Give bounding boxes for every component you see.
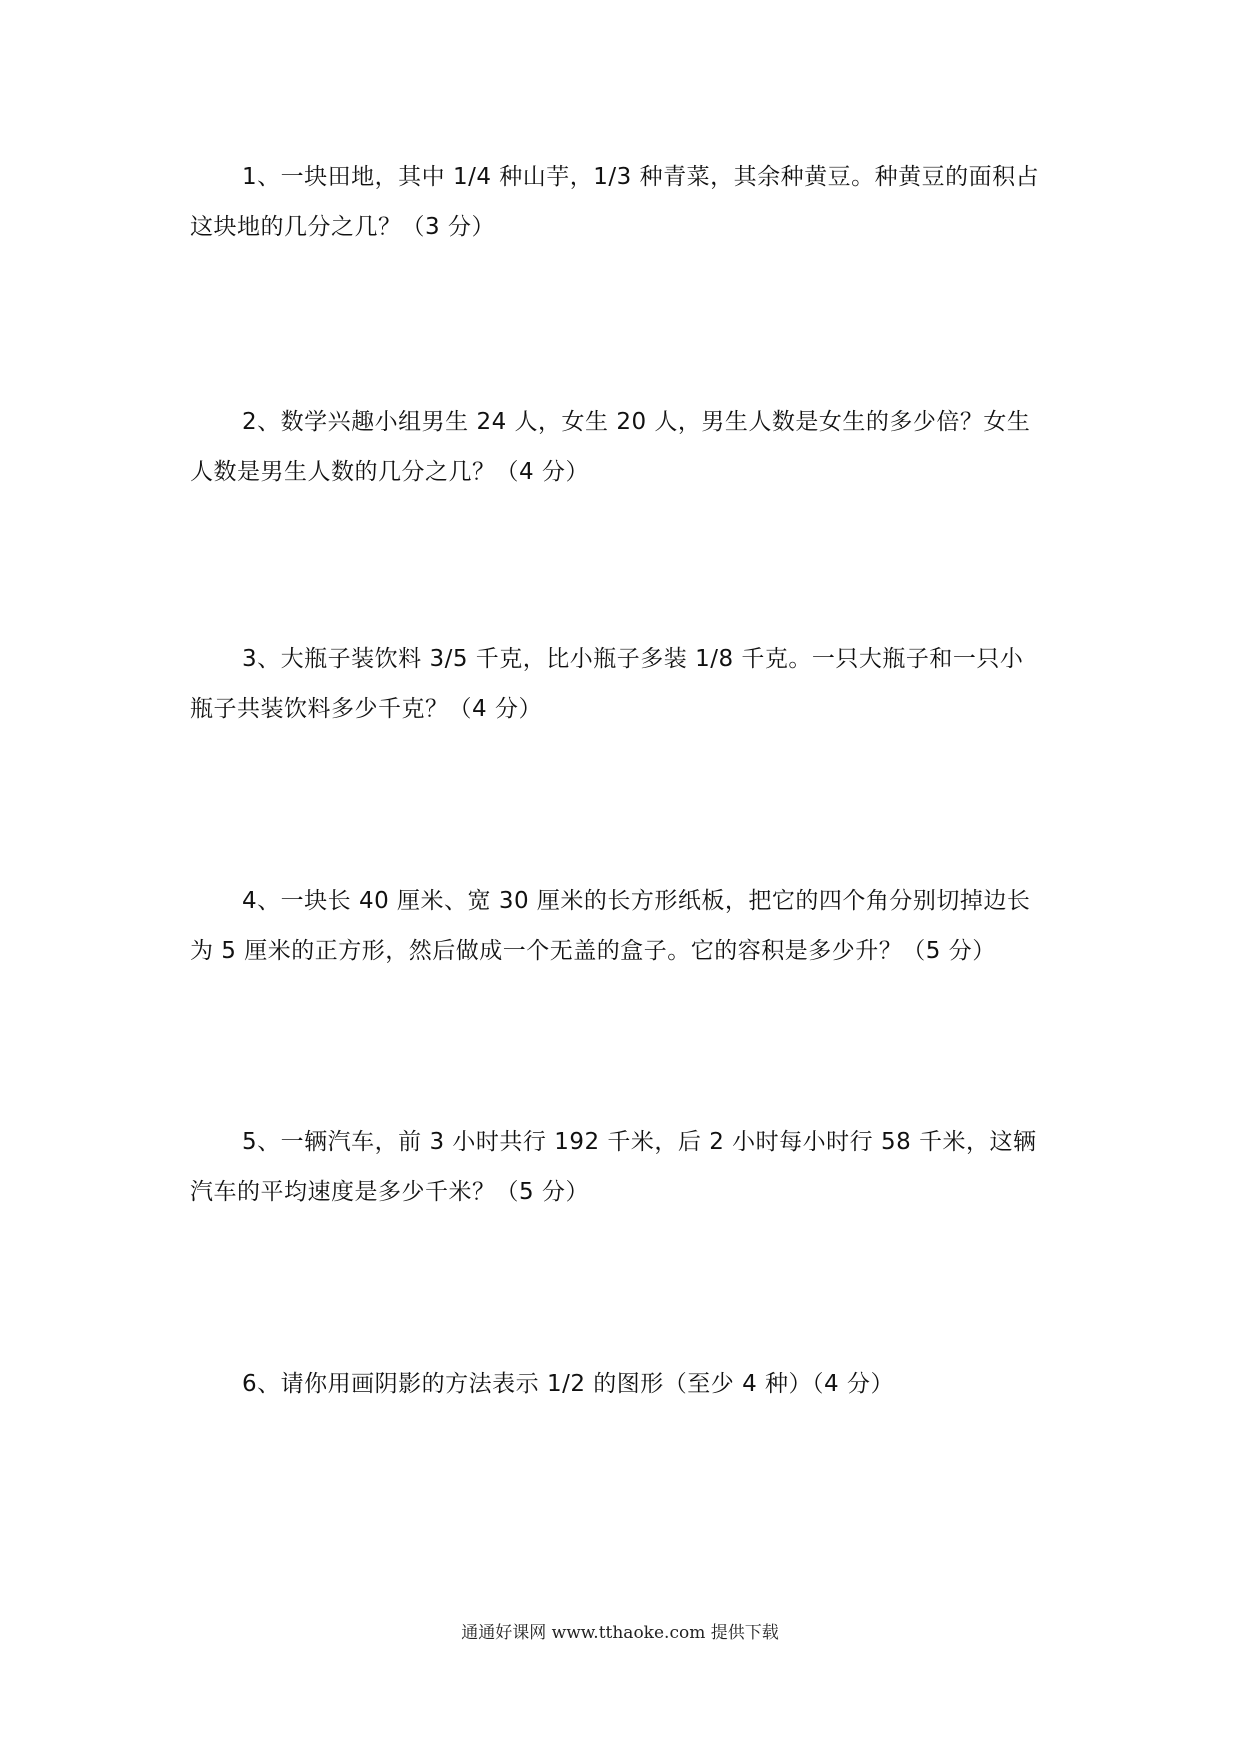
question-5-line-1: 5、一辆汽车，前 3 小时共行 192 千米，后 2 小时每小时行 58 千米，这辆 [242,1129,1037,1155]
question-3 [190,634,1060,734]
question-3-line-1: 3、大瓶子装饮料 3/5 千克，比小瓶子多装 1/8 千克。一只大瓶子和一只小 [242,646,1024,672]
question-2-line-1: 2、数学兴趣小组男生 24 人，女生 20 人，男生人数是女生的多少倍？女生 [242,409,1031,435]
question-6 [190,1359,1060,1409]
question-5-line-2: 汽车的平均速度是多少千米？（5 分） [190,1179,589,1205]
question-2 [190,397,1060,497]
page-footer: 通通好课网 www.tthaoke.com 提供下载 [461,1623,779,1643]
question-3-line-2: 瓶子共装饮料多少千克？（4 分） [190,696,542,722]
question-1-line-1: 1、一块田地，其中 1/4 种山芋，1/3 种青菜，其余种黄豆。种黄豆的面积占 [242,164,1040,190]
question-5 [190,1117,1060,1217]
question-6-line-1: 6、请你用画阴影的方法表示 1/2 的图形（至少 4 种）（4 分） [242,1371,894,1397]
question-1 [190,152,1060,252]
question-4 [190,876,1060,976]
question-4-line-2: 为 5 厘米的正方形，然后做成一个无盖的盒子。它的容积是多少升？（5 分） [190,938,996,964]
question-4-line-1: 4、一块长 40 厘米、宽 30 厘米的长方形纸板，把它的四个角分别切掉边长 [242,888,1031,914]
question-2-line-2: 人数是男生人数的几分之几？（4 分） [190,459,589,485]
question-1-line-2: 这块地的几分之几？（3 分） [190,214,495,240]
